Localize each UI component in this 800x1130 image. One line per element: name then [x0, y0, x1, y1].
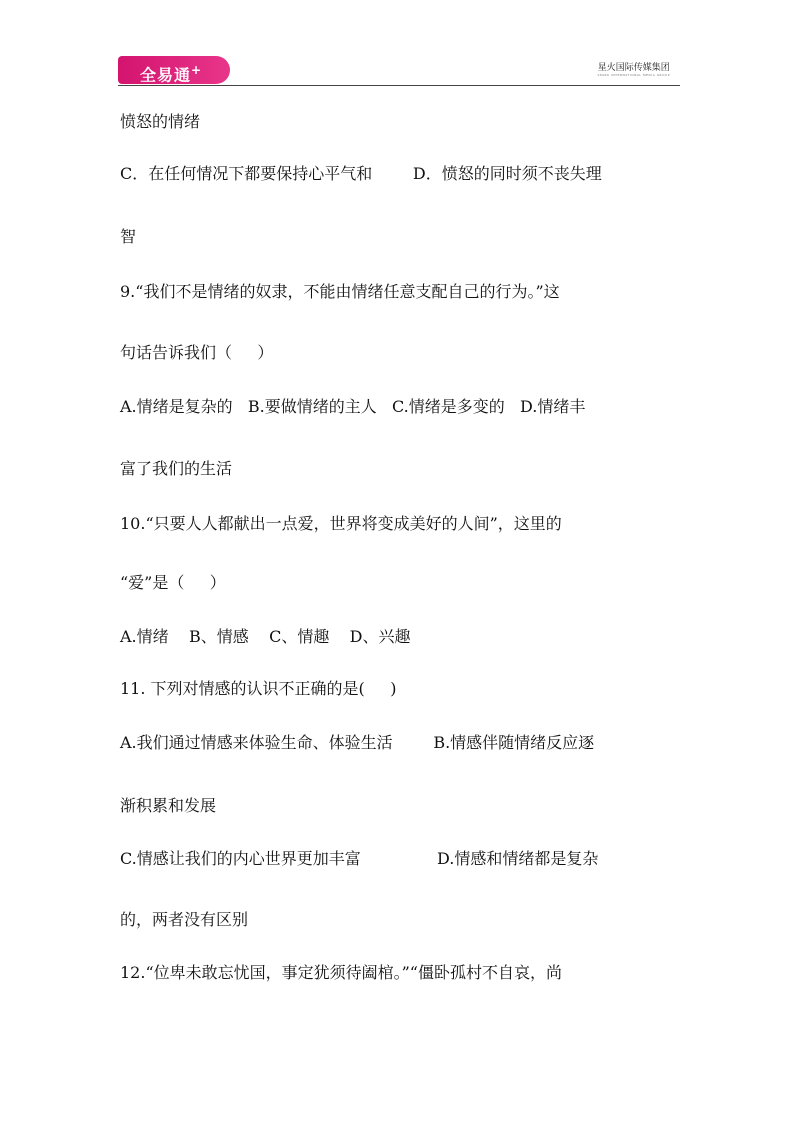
logo-text: 全易通 — [140, 65, 192, 85]
question-12: 12.“位卑未敢忘忧国，事定犹须待阖棺。”“僵卧孤村不自哀，尚 — [120, 963, 562, 982]
brand-name: 星火国际传媒集团 — [597, 63, 670, 73]
options-11-cd: C.情感让我们的内心世界更加丰富 D.情感和情绪都是复杂 — [120, 849, 599, 868]
text-line: 渐积累和发展 — [120, 796, 217, 815]
text-line: 愤怒的情绪 — [120, 112, 201, 131]
text-line: C．在任何情况下都要保持心平气和 D．愤怒的同时须不丧失理 — [120, 164, 602, 183]
brand-english: SPARK INTERNATIONAL MEDIA GROUP — [597, 73, 670, 77]
publisher-brand — [597, 60, 670, 77]
quanyitong-logo — [118, 56, 230, 84]
text-line: “爱”是（ ） — [120, 573, 226, 592]
text-line: 的，两者没有区别 — [120, 910, 249, 929]
question-9: 9.“我们不是情绪的奴隶，不能由情绪任意支配自己的行为。”这 — [120, 282, 560, 301]
options-11-ab: A.我们通过情感来体验生命、体验生活 B.情感伴随情绪反应逐 — [120, 733, 595, 752]
page-header — [118, 56, 680, 86]
logo-plus: + — [191, 63, 203, 77]
options-10: A.情绪 B、情感 C、情趣 D、兴趣 — [120, 627, 411, 646]
question-11: 11. 下列对情感的认识不正确的是( ) — [120, 679, 397, 698]
header-rule — [118, 85, 680, 86]
text-line: 智 — [120, 227, 137, 246]
options-9: A.情绪是复杂的 B.要做情绪的主人 C.情绪是多变的 D.情绪丰 — [120, 397, 586, 416]
text-line: 富了我们的生活 — [120, 459, 233, 478]
text-line: 句话告诉我们（ ） — [120, 343, 274, 362]
question-10: 10.“只要人人都献出一点爱，世界将变成美好的人间”，这里的 — [120, 514, 562, 533]
